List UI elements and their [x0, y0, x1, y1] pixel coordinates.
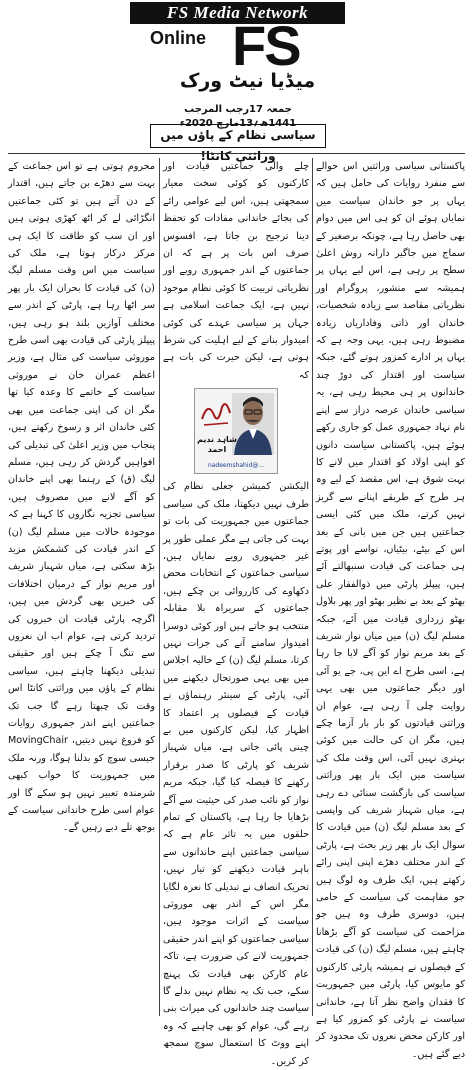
urdu-brand-name: میڈیا نیٹ ورک: [179, 70, 316, 92]
column-text: محروم ہوتی ہے تو اس جماعت کے بہت سے دھڑے بن جاتے ہیں، اقتدار کے دن آتے ہیں تو کئی جماعتیں انگڑائی لے کر اٹھ کھڑی ہوتی ہیں اور ان سب کو طاقت کا ایک ہی مرکز درکار ہوتا ہے، ملک کی سیاست میں اس وقت مسلم لیگ (ن) کی قیادت کا بحران ایک بار پھر سر اٹھا رہا ہے، پارٹی کے اندر سے مختلف آوازیں بلند ہو رہی ہیں، پیپلز پارٹی کی قیادت بھی اسی طرح موروثی سیاست کی مثال ہے، وزیر اعظم عمران خان نے موروثی سیاست کے خاتمے کا وعدہ کیا تھا مگر ان کی اپنی جماعت میں بھی کئی خاندان اثر و رسوخ رکھتے ہیں، پنجاب میں وزیر اعلیٰ کی تبدیلی کی افواہیں گردش کر رہی ہیں، مسلم لیگ (ق) کے رہنما بھی اپنے خاندان کو آگے لانے میں مصروف ہیں، سیاسی تجزیہ نگاروں کا کہنا ہے کہ موجودہ حالات میں مسلم لیگ (ن) کے اندر قیادت کی کشمکش مزید بڑھ سکتی ہے، میاں شہباز شریف اور مریم نواز کے درمیان اختلافات کی خبریں بھی گردش میں ہیں، اگرچہ پارٹی قیادت ان خبروں کی تردید کرتی ہے، عوام اب ان نعروں سے تنگ آ چکے ہیں اور حقیقی تبدیلی دیکھنا چاہتے ہیں، سیاسی نظام کے پاؤں میں وراثتی کانٹا اس وقت تک چبھتا رہے گا جب تک جماعتیں اپنے اندر جمہوری روایات کو فروغ نہیں دیتیں، MovingChair جیسی سوچ کو بدلنا ہوگا، ورنہ ملک میں جمہوریت کا خواب کبھی شرمندہ تعبیر نہیں ہو سکے گا اور عوام اسی طرح خاندانی سیاست کے بوجھ تلے دبے رہیں گے۔: [8, 161, 155, 834]
author-photo: [232, 393, 274, 455]
column-text: چلے والی جماعتیں قیادت اور کارکنوں کو کوئی سخت معیار سمجھتی ہیں، اس لیے عوامی رائے کی بجائے خاندانی مفادات کو تحفظ دینا ترجیح بن جاتا ہے، افسوس صرف اس بات پر ہے کہ ان جماعتوں کے اندر جمہوری رویے اور نظریاتی تربیت کا کوئی نظام موجود نہیں ہے، ایک جماعت اسلامی ہے جہاں پر سیاسی عہدے کی کوئی امیدوار بنانے کے لیے اہلیت کی شرط ہوتی ہے، لیکن حیرت کی بات ہے کہ: [163, 161, 309, 381]
article-headline: سیاسی نظام کے پاؤں میں وراثتی کانٹا!: [150, 124, 326, 148]
top-divider: [8, 153, 465, 154]
author-signature-icon: [198, 395, 234, 431]
column-divider: [159, 158, 160, 1016]
column-text: الیکشن کمیشن جعلی نظام کی طرف نہیں دیکھتا، ملک کی سیاسی جماعتوں میں جمہوریت کی بات تو بہت کی جاتی ہے مگر عملی طور پر غیر جمہوری رویے نمایاں ہیں، سیاسی جماعتوں کے انتخابات محض دکھاوے کی کارروائی بن چکے ہیں، جماعتوں کے سربراہ بلا مقابلہ منتخب ہو جاتے ہیں اور کوئی دوسرا امیدوار سامنے آنے کی جرات نہیں کرتا، مسلم لیگ (ن) کے حالیہ اجلاس میں بھی یہی صورتحال دیکھنے میں آئی، پارٹی کے سینئر رہنماؤں نے قیادت کے فیصلوں پر اعتماد کا اظہار کیا، لیکن کارکنوں میں بے چینی پائی جاتی ہے، میاں شہباز شریف کو پارٹی کا صدر برقرار رکھنے کا فیصلہ کیا گیا، جبکہ مریم نواز کو نائب صدر کی حیثیت سے آگے بڑھایا جا رہا ہے، پاکستان کے تمام حلقوں میں یہ تاثر عام ہے کہ سیاسی جماعتیں اپنے خاندانوں سے باہر قیادت دیکھنے کو تیار نہیں، تحریک انصاف نے تبدیلی کا نعرہ لگایا مگر اس کے اندر بھی موروثی سیاست کے اثرات موجود ہیں، سیاسی جماعتوں کو اپنے اندر حقیقی جمہوریت لانے کی ضرورت ہے، تاکہ عام کارکن بھی قیادت تک پہنچ سکے، جب تک یہ نظام نہیں بدلے گا سیاست چند خاندانوں کی میراث بنی رہے گی، عوام کو بھی چاہیے کہ وہ اپنے ووٹ کا استعمال سوچ سمجھ کر کریں۔: [163, 481, 309, 1067]
fs-logo-text: FS: [232, 14, 300, 77]
date-line: جمعہ 17رجب المرجب 1441ھ؍13مارچ 2020ء: [179, 104, 297, 129]
article-column-middle: [163, 158, 309, 1067]
author-box: [194, 388, 278, 474]
network-band: FS Media Network: [130, 2, 345, 24]
masthead-logo: [130, 2, 345, 98]
author-email: nadeemshahid@...: [207, 462, 265, 470]
column-divider: [312, 158, 313, 1016]
online-label: Online: [150, 28, 207, 48]
article-column-right: [316, 158, 465, 1060]
column-text: پاکستانی سیاسی وراثتیں اس حوالے سے منفرد روایات کی حامل ہیں کہ یہاں پر جو خاندان سیاست میں نمایاں ہوئے ان کو ہی اس میں دوام بھی حاصل رہا ہے، چونکہ برصغیر کے سماج میں جاگیر دارانہ روش اعلیٰ سطح پر رہی ہے، اس لیے یہاں پر ہمیشہ سے منشور، پروگرام اور نظریاتی مقاصد سے زیادہ شخصیات، خاندان اور ذاتی وفاداریاں زیادہ مضبوط رہی ہیں، یہی وجہ ہے کہ یہاں پر ادارے کمزور ہوتے گئے، جبکہ سیاست اور اقتدار کی دوڑ چند خاندانوں پر ہی محیط رہی ہے، یہ سیاسی خاندان عرصہ دراز سے اپنے نام نہاد جمہوری عمل کو جاری رکھے ہوئے ہیں، پاکستانی سیاست دانوں کو اپنی اولاد کو اقتدار میں لانے کا بہت شوق ہے، اس مقصد کے لیے وہ ہر طرح کے طریقے اپنانے سے گریز نہیں کرتے، ملک میں کئی ایسی جماعتیں ہیں جن میں بانی کے بعد اس کے بیٹے، بیٹیاں، نواسے اور پوتے ہی جماعت کی قیادت سنبھالتے آئے ہیں، پیپلز پارٹی میں ذوالفقار علی بھٹو کے بعد بے نظیر بھٹو اور پھر بلاول بھٹو زرداری قیادت میں آئے، جبکہ مسلم لیگ (ن) میں میاں نواز شریف کے بعد مریم نواز کو آگے لایا جا رہا ہے، اسی طرح اے این پی، جے یو آئی اور دیگر جماعتوں میں بھی یہی روایت چلی آ رہی ہے، عوام ان وراثتی قیادتوں کو بار بار آزما چکے ہیں، مگر ان کی حالت میں کوئی بہتری نہیں آئی، اس وقت ملک کی سیاست میں ایک بار پھر وراثتی سیاست کی بازگشت سنائی دے رہی ہے، میاں شہباز شریف کی واپسی کے بعد مسلم لیگ (ن) میں قیادت کا سوال ایک بار پھر زیر بحث ہے، پارٹی کے اندر مختلف دھڑے اپنی اپنی رائے رکھتے ہیں، ایک طرف وہ لوگ ہیں جو مفاہمت کی سیاست کے حامی ہیں، دوسری طرف وہ ہیں جو مزاحمت کی سیاست کو آگے بڑھانا چاہتے ہیں، مسلم لیگ (ن) کی قیادت کے فیصلوں نے ہمیشہ پارٹی کارکنوں کو مایوس کیا، پارٹی میں جمہوریت کا فقدان واضح نظر آتا ہے، خاندانی سیاست نے پارٹی کو کمزور کیا ہے اور کارکن محض نعروں تک محدود کر دیے گئے ہیں۔: [316, 161, 465, 1060]
author-name: شاہد ندیم احمد: [197, 435, 237, 455]
article-column-left: [8, 158, 155, 1016]
